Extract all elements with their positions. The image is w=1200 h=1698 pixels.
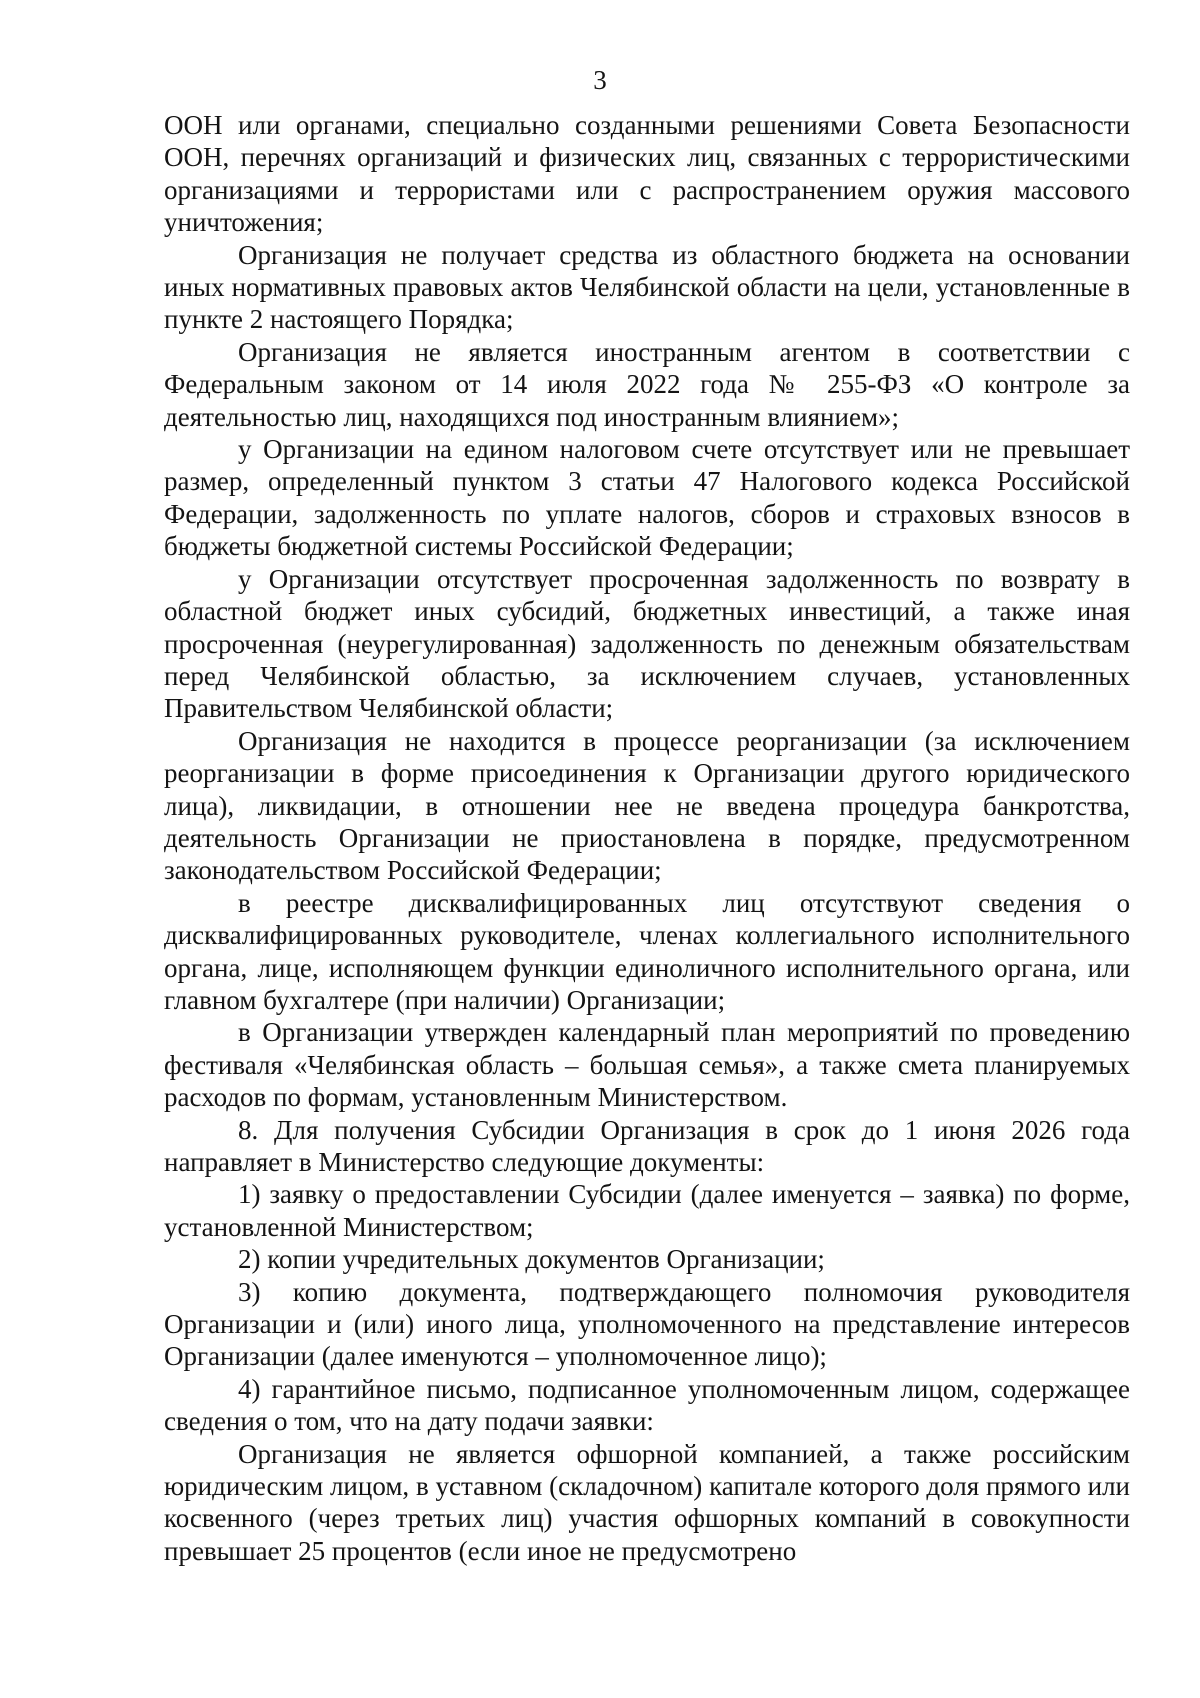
paragraph-overdue-debt: у Организации отсутствует просроченная задолженность по возврату в областной бюджет иных субсидий, бюджетных инвестиций, а также иная просроченная (неурегулированная) задолженность по денежным обязательствам перед Челябинской областью, за исключением случаев, установленных Правительством Челябинской области; <box>164 563 1130 724</box>
paragraph-item-8-1: 1) заявку о предоставлении Субсидии (далее именуется – заявка) по форме, установленной Министерством; <box>164 1179 1130 1242</box>
paragraph-item-8: 8. Для получения Субсидии Организация в срок до 1 июня 2026 года направляет в Министерство следующие документы: <box>164 1114 1130 1177</box>
paragraph-no-regional-funds: Организация не получает средства из областного бюджета на основании иных нормативных правовых актов Челябинской области на цели, установленные в пункте 2 настоящего Порядка; <box>164 239 1130 335</box>
paragraph-tax-debt: у Организации на едином налоговом счете отсутствует или не превышает размер, определенный пунктом 3 статьи 47 Налогового кодекса Российской Федерации, задолженность по уплате налогов, сборов и страховых взносов в бюджеты бюджетной системы Российской Федерации; <box>164 434 1130 562</box>
paragraph-continuation: ООН или органами, специально созданными решениями Совета Безопасности ООН, перечнях организаций и физических лиц, связанных с террористическими организациями и террористами или с распространением оружия массового уничтожения; <box>164 110 1130 238</box>
paragraph-festival-plan: в Организации утвержден календарный план мероприятий по проведению фестиваля «Челябинская область – большая семья», а также смета планируемых расходов по формам, установленным Министерством. <box>164 1017 1130 1113</box>
document-body <box>164 109 1130 1567</box>
paragraph-offshore: Организация не является офшорной компанией, а также российским юридическим лицом, в уставном (складочном) капитале которого доля прямого или косвенного (через третьих лиц) участия офшорных компаний в совокупности превышает 25 процентов (если иное не предусмотрено <box>164 1438 1130 1566</box>
paragraph-reorganization: Организация не находится в процессе реорганизации (за исключением реорганизации в форме присоединения к Организации другого юридического лица), ликвидации, в отношении нее не введена процедура банкротства, деятельность Организации не приостановлена в порядке, предусмотренном законодательством Российской Федерации; <box>164 725 1130 886</box>
paragraph-disqualified-persons: в реестре дисквалифицированных лиц отсутствуют сведения о дисквалифицированных руководителе, членах коллегиального исполнительного органа, лице, исполняющем функции единоличного исполнительного органа, или главном бухгалтере (при наличии) Организации; <box>164 887 1130 1015</box>
paragraph-item-8-4: 4) гарантийное письмо, подписанное уполномоченным лицом, содержащее сведения о том, что на дату подачи заявки: <box>164 1373 1130 1437</box>
paragraph-item-8-2: 2) копии учредительных документов Организации; <box>238 1244 825 1275</box>
paragraph-item-8-3: 3) копию документа, подтверждающего полномочия руководителя Организации и (или) иного лица, уполномоченного на представление интересов Организации (далее именуются – уполномоченное лицо); <box>164 1276 1130 1372</box>
paragraph-not-foreign-agent: Организация не является иностранным агентом в соответствии с Федеральным законом от 14 июля 2022 года № 255-ФЗ «О контроле за деятельностью лиц, находящихся под иностранным влиянием»; <box>164 336 1130 432</box>
page-number: 3 <box>593 65 607 95</box>
